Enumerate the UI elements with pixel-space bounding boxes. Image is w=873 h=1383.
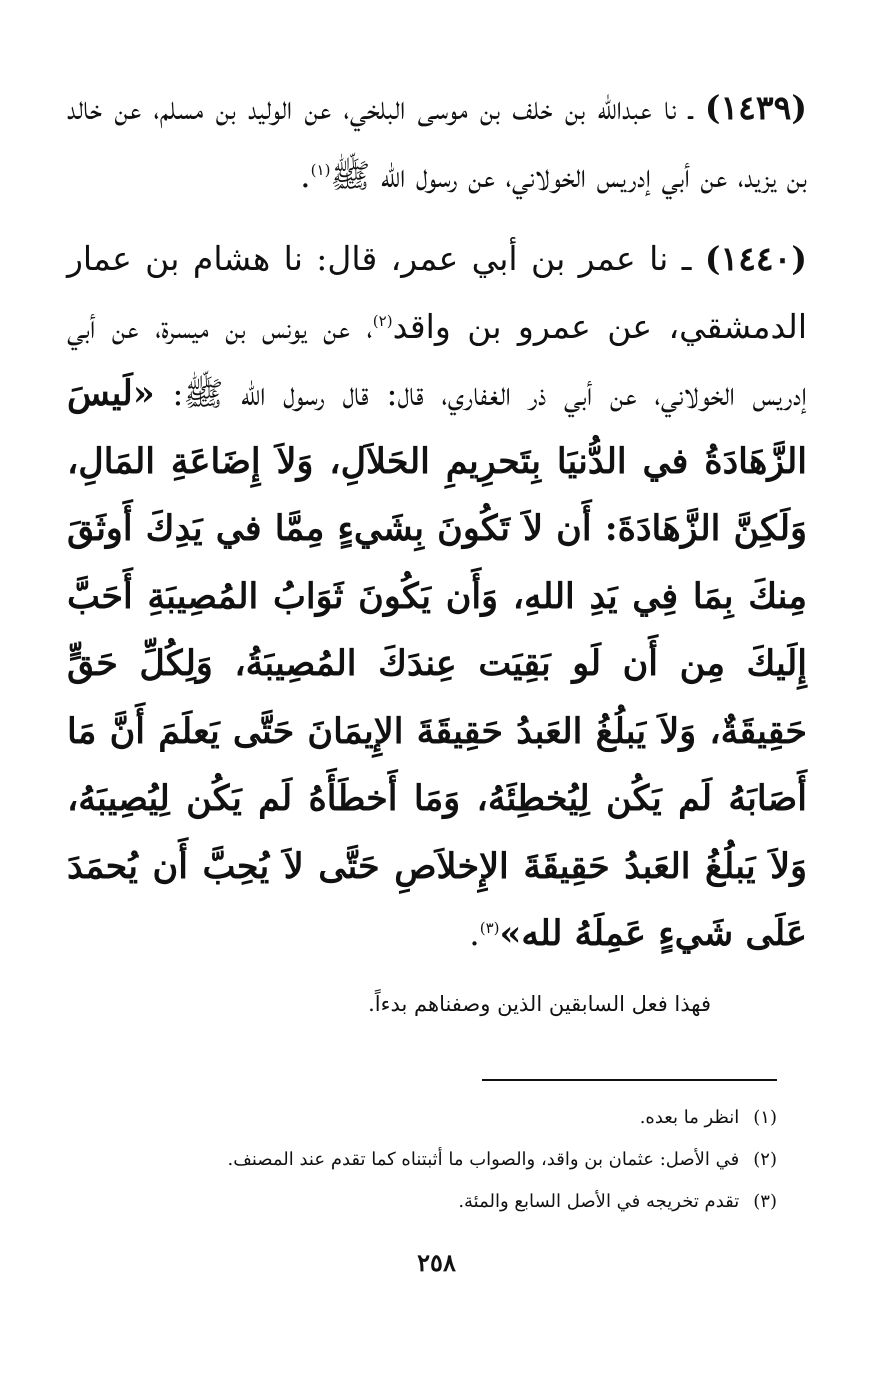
footnotes-list xyxy=(117,1097,777,1223)
page-body xyxy=(67,74,807,1024)
hadith-dash: ـ xyxy=(676,88,705,127)
footnote-text: في الأصل: عثمان بن واقد، والصواب ما أثبتناه كما تقدم عند المصنف. xyxy=(227,1149,740,1170)
hadith-isnad: نا عبدالله بن خلف بن موسى البلخي، عن الوليد بن مسلم، عن خالد بن يزيد، عن أبي إدريس الخولاني، عن رسول الله ﷺ xyxy=(67,88,807,195)
footnote-mark: (٣) xyxy=(753,1191,777,1212)
footnote-reference[interactable]: (١) xyxy=(310,160,331,179)
hadith-number: (١٤٤٠) xyxy=(704,239,807,278)
hadith-end-mark: . xyxy=(300,155,311,195)
hadith-end-mark: . xyxy=(469,914,480,953)
footnote-reference[interactable]: (٢) xyxy=(372,311,393,330)
page-number: ٢٥٨ xyxy=(417,1248,456,1277)
hadith-dash: ـ xyxy=(668,239,705,278)
footnote-reference[interactable]: (٣) xyxy=(479,919,500,937)
footnote-mark: (١) xyxy=(753,1107,777,1128)
footnote-item xyxy=(117,1181,777,1223)
hadith-1440 xyxy=(67,225,807,968)
hadith-isnad: نا عمر بن أبي عمر، قال: نا هشام بن عمار الدمشقي، عن عمرو بن واقد xyxy=(67,239,808,346)
hadith-isnad-continued: ، عن يونس بن ميسرة، عن أبي إدريس الخولاني، عن أبي ذر الغفاري، قال: قال رسول الله ﷺ: xyxy=(67,306,807,413)
footnote-mark: (٢) xyxy=(753,1149,777,1170)
footnote-text: تقدم تخريجه في الأصل السابع والمئة. xyxy=(458,1191,740,1212)
footnote-text: انظر ما بعده. xyxy=(639,1107,740,1128)
footnote-item xyxy=(117,1097,777,1139)
footnote-item xyxy=(117,1139,777,1181)
closing-line: فهذا فعل السابقين الذين وصفناهم بدءاً. xyxy=(368,991,711,1016)
hadith-matn: «لَيسَ الزَّهَادَةُ في الدُّنيَا بِتَحرِيمِ الحَلاَلِ، وَلاَ إِضَاعَةِ المَالِ، وَلَكِنَّ الزَّهَادَةَ: أَن لاَ تَكُونَ بِشَيءٍ مِمَّا في يَدِكَ أَوثَقَ مِنكَ بِمَا فِي يَدِ اللهِ، وَأَن يَكُونَ ثَوَابُ المُصِيبَةِ أَحَبَّ إِلَيكَ مِن أَن لَو بَقِيَت عِندَكَ المُصِيبَةُ، وَلِكُلِّ حَقٍّ حَقِيقَةٌ، وَلاَ يَبلُغُ العَبدُ حَقِيقَةَ الإِيمَانَ حَتَّى يَعلَمَ أَنَّ مَا أَصَابَهُ لَم يَكُن لِيُخطِئَهُ، وَمَا أَخطَأَهُ لَم يَكُن لِيُصِيبَهُ، وَلاَ يَبلُغُ العَبدُ حَقِيقَةَ الإِخلاَصِ حَتَّى لاَ يُحِبَّ أَن يُحمَدَ عَلَى شَيءٍ عَمِلَهُ لله» xyxy=(67,373,807,954)
hadith-number: (١٤٣٩) xyxy=(704,88,807,127)
hadith-1439 xyxy=(67,74,807,209)
footnote-separator xyxy=(482,1079,777,1081)
